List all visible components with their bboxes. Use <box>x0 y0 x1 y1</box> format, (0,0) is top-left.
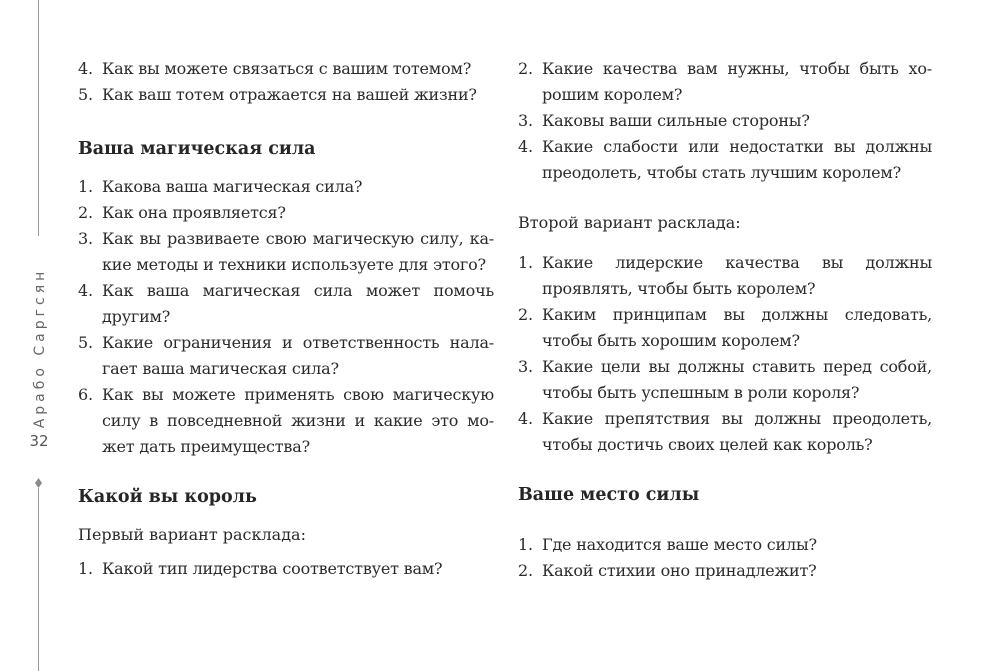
list-item: 5. Как ваш тотем отражается на вашей жизни? <box>78 85 477 104</box>
rail-line-bottom <box>38 488 39 671</box>
magic-power-list <box>78 174 494 460</box>
list-item: 1. Какова ваша магическая сила? <box>78 177 363 196</box>
list-item: 4. Как вы можете связаться с вашим тотемом? <box>78 59 472 78</box>
list-item: 3. Как вы развиваете свою магическую силу, ка-кие методы и техники используете для этого? <box>78 229 494 274</box>
list-item: 1. Какие лидерские качества вы должны проявлять, чтобы быть королем? <box>518 253 932 298</box>
diamond-ornament-icon <box>35 478 42 488</box>
rail-line-top <box>38 0 39 236</box>
section-heading-magic-power: Ваша магическая сила <box>78 139 316 159</box>
section-heading-king: Какой вы король <box>78 487 257 507</box>
totem-questions-list <box>78 56 494 108</box>
list-item: 3. Какие цели вы должны ставить перед собой, чтобы быть успешным в роли короля? <box>518 357 932 402</box>
right-column <box>518 56 932 584</box>
section-heading-place-of-power: Ваше место силы <box>518 485 700 505</box>
variant-label-first: Первый вариант расклада: <box>78 525 306 544</box>
place-of-power-list <box>518 532 932 584</box>
author-name: Арабо Саргсян <box>32 267 48 429</box>
variant-label-second: Второй вариант расклада: <box>518 213 741 232</box>
list-item: 2. Каким принципам вы должны следовать, чтобы быть хорошим королем? <box>518 305 932 350</box>
list-item: 3. Каковы ваши сильные стороны? <box>518 111 810 130</box>
king-first-list <box>78 556 494 582</box>
list-item: 6. Как вы можете применять свою магическую силу в повседневной жизни и какие это мо-жет дать преимущества? <box>78 385 494 456</box>
list-item: 2. Как она проявляется? <box>78 203 286 222</box>
list-item: 1. Где находится ваше место силы? <box>518 535 817 554</box>
list-item: 4. Как ваша магическая сила может помочь другим? <box>78 281 494 326</box>
page-number: 32 <box>29 432 49 450</box>
list-item: 2. Какой стихии оно принадлежит? <box>518 561 817 580</box>
list-item: 4. Какие слабости или недостатки вы должны преодолеть, чтобы стать лучшим королем? <box>518 137 932 182</box>
list-item: 5. Какие ограничения и ответственность нала-гает ваша магическая сила? <box>78 333 494 378</box>
king-second-list <box>518 250 932 458</box>
list-item: 1. Какой тип лидерства соответствует вам? <box>78 559 443 578</box>
list-item: 2. Какие качества вам нужны, чтобы быть хо-рошим королем? <box>518 59 932 104</box>
left-column <box>78 56 494 582</box>
list-item: 4. Какие препятствия вы должны преодолеть, чтобы достичь своих целей как король? <box>518 409 932 454</box>
king-first-list-continued <box>518 56 932 186</box>
